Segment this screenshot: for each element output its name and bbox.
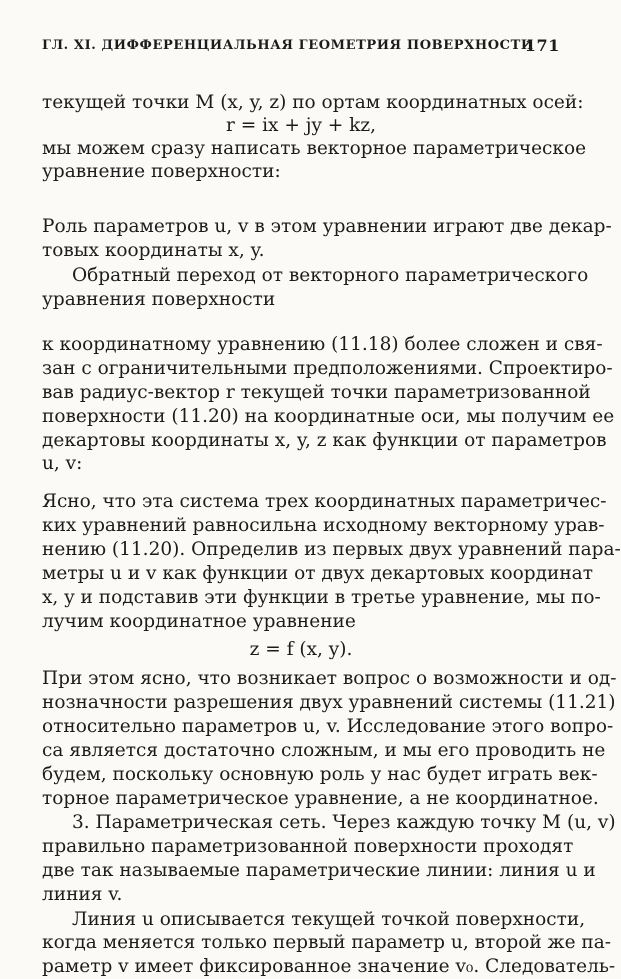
text-line: зан с ограничительными предположениями. Спроектиро- [42, 358, 613, 379]
text-line: к координатному уравнению (11.18) более сложен и свя- [42, 334, 603, 355]
text-line: нозначности разрешения двух уравнений системы (11.21) [42, 692, 616, 713]
text-line: раметр v имеет фиксированное значение v₀. Следователь- [42, 956, 616, 977]
text-line: Ясно, что эта система трех координатных параметричес- [42, 491, 607, 512]
section-heading-line: 3. Параметрическая сеть. Через каждую точку M (u, v) [72, 812, 616, 833]
text-line: товых координаты x, y. [42, 240, 265, 261]
text-line: лучим координатное уравнение [42, 611, 356, 632]
text-line: Роль параметров u, v в этом уравнении играют две декар- [42, 216, 612, 237]
text-line: относительно параметров u, v. Исследование этого вопро- [42, 716, 614, 737]
text-line: будем, поскольку основную роль у нас будет играть век- [42, 764, 598, 785]
paragraph-first-line: Линия u описывается текущей точкой поверхности, [72, 909, 586, 930]
text-line: уравнение поверхности: [42, 161, 281, 182]
page-number: 171 [524, 36, 560, 55]
text-line: вав радиус-вектор r текущей точки параметризованной [42, 382, 591, 403]
text-line: x, y и подставив эти функции в третье уравнение, мы по- [42, 587, 601, 608]
text-line: При этом ясно, что возникает вопрос о возможности и од- [42, 668, 617, 689]
paragraph-first-line: Обратный переход от векторного параметрического [72, 265, 589, 286]
text-line: когда меняется только первый параметр u, второй же па- [42, 932, 612, 953]
running-title: ГЛ. XI. ДИФФЕРЕНЦИАЛЬНАЯ ГЕОМЕТРИЯ ПОВЕРХНОСТИ [42, 38, 534, 53]
text-line: u, v: [42, 453, 83, 474]
equation-line: r = ix + jy + kz, [225, 115, 376, 136]
running-header [42, 38, 560, 53]
text-line: торное параметрическое уравнение, а не координатное. [42, 788, 599, 809]
equation-line: z = f (x, y). [249, 639, 353, 660]
text-line: ких уравнений равносильна исходному векторному урав- [42, 515, 605, 536]
text-line: поверхности (11.20) на координатные оси, мы получим ее [42, 406, 615, 427]
text-line: метры u и v как функции от двух декартовых координат [42, 563, 593, 584]
text-line: декартовы координаты x, y, z как функции от параметров [42, 430, 607, 451]
text-line: текущей точки M (x, y, z) по ортам координатных осей: [42, 92, 584, 113]
text-line: нению (11.20). Определив из первых двух уравнений пара- [42, 539, 621, 560]
text-line: уравнения поверхности [42, 289, 276, 310]
text-line: са является достаточно сложным, и мы его проводить не [42, 740, 606, 761]
text-line: мы можем сразу написать векторное параметрическое [42, 138, 587, 159]
text-line: линия v. [42, 884, 123, 905]
text-line: правильно параметризованной поверхности проходят [42, 836, 574, 857]
text-line: две так называемые параметрические линии: линия u и [42, 860, 596, 881]
